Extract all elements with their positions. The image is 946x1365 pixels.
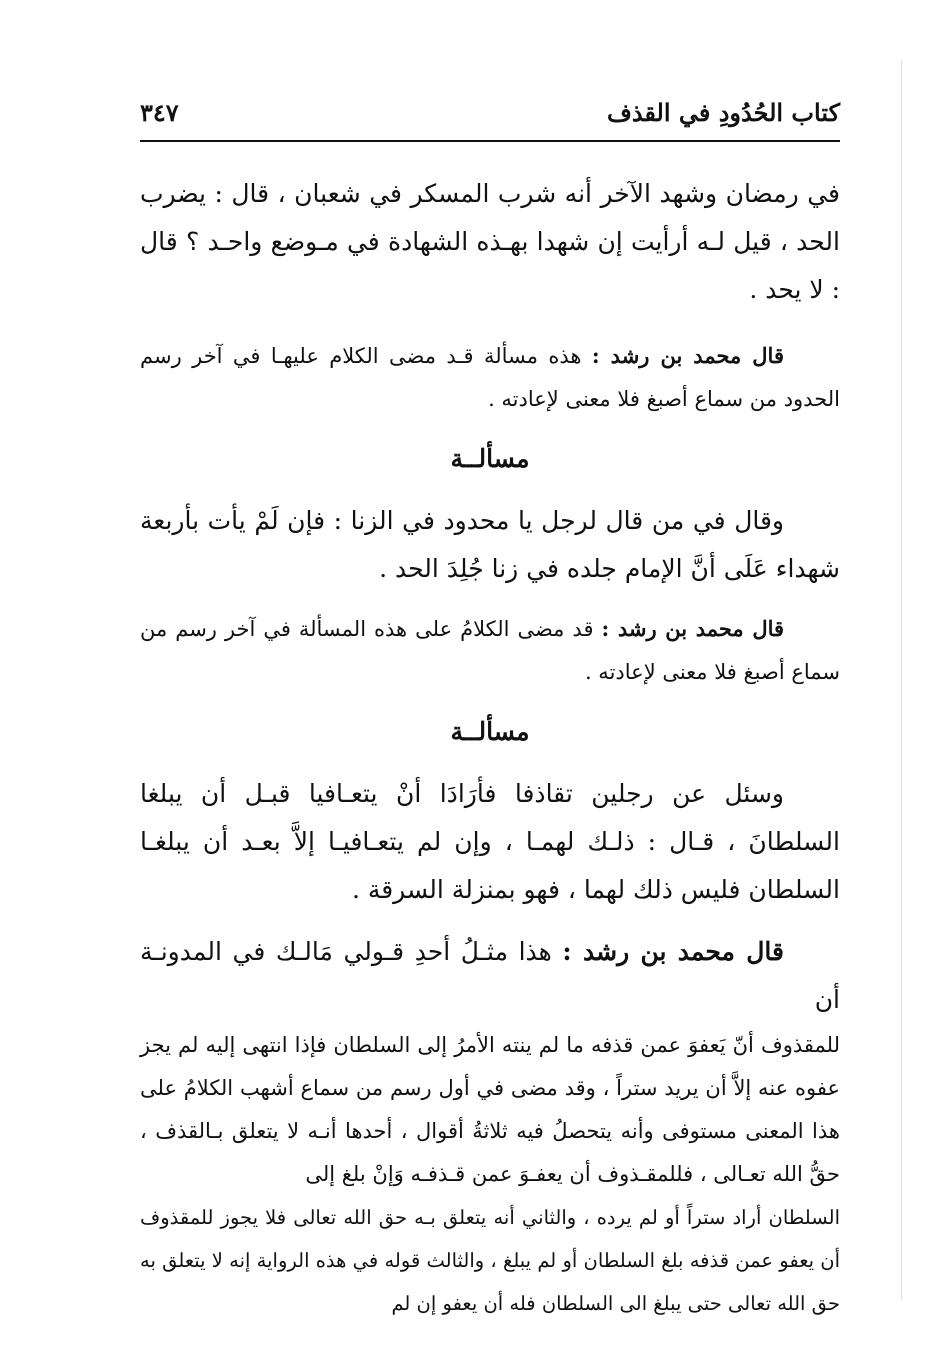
paragraph-3 <box>140 497 840 593</box>
page-number: ٣٤٧ <box>140 98 179 127</box>
section-heading: مسألــة <box>450 444 530 473</box>
paragraph-6-lead <box>140 928 840 1024</box>
question-text: وقال في من قال لرجل يا محدود في الزنا : فإن لَمْ يأت بأربعة شهداء عَلَى أنَّ الإمام جلده في زنا جُلِدَ الحد . <box>140 506 840 583</box>
page-header <box>140 94 840 142</box>
paragraph-1: في رمضان وشهد الآخر أنه شرب المسكر في شعبان ، قال : يضرب الحد ، قيل لـه أرأيت إن شهدا بهـذه الشهادة في مـوضع واحـد ؟ قال : لا يحد . <box>140 179 840 304</box>
paragraph-indent <box>784 344 840 368</box>
question-text: وسئل عن رجلين تقاذفا فأرَادَا أنْ يتعـافيا قبـل أن يبلغا السلطانَ ، قـال : ذلـك لهمـا ، وإن لم يتعـافيـا إلاَّ بعـد أن يبلغـا السلطان فليس ذلك لهما ، فهو بمنزلة السرقة . <box>140 779 840 904</box>
paragraph-indent <box>784 617 840 641</box>
page-edge-line <box>901 60 902 1300</box>
commentary-text: هذه مسألة قـد مضى الكلام عليهـا في آخر رسم الحدود من سماع أصبغ فلا معنى لإعادته . <box>140 344 840 411</box>
speaker-label: قال محمد بن رشد : <box>601 616 785 641</box>
page-body <box>140 170 840 1325</box>
section-heading: مسألــة <box>450 717 530 746</box>
speaker-label: قال محمد بن رشد : <box>591 343 784 368</box>
paragraph-5 <box>140 770 840 914</box>
speaker-label: قال محمد بن رشد : <box>562 937 784 966</box>
running-title: كتاب الحُدُودِ في القذف <box>606 98 840 127</box>
paragraph-4 <box>140 607 840 694</box>
paragraph-6-body: للمقذوف أنّ يَعفوَ عمن قذفه ما لم ينته الأمرُ إلى السلطان فإذا انتهى إليه لم يجز عفوه عنه إلاَّ أن يريد ستراً ، وقد مضى في أول رسم من سماع أشهب الكلامُ على هذا المعنى مستوفى وأنه يتحصلُ فيه ثلاثةُ أقوال ، أحدها أنـه لا يتعلق بـالقذف ، حقُّ الله تعـالى ، فللمقـذوف أن يعفـوَ عمن قـذفـه وَإنْ بلغ إلى <box>140 1033 840 1186</box>
paragraph-indent <box>784 779 840 808</box>
paragraph-indent <box>784 937 840 966</box>
paragraph-indent <box>784 506 840 535</box>
paragraph-7: السلطان أراد ستراً أو لم يرده ، والثاني أنه يتعلق بـه حق الله تعالى فلا يجوز للمقذوف أن يعفو عمن قذفه بلغ السلطان أو لم يبلغ ، والثالث قوله في هذه الرواية إنه لا يتعلق به حق الله تعالى حتى يبلغ الى السلطان فله أن يعفو إن لم <box>140 1206 840 1315</box>
paragraph-2 <box>140 334 840 421</box>
commentary-text: قد مضى الكلامُ على هذه المسألة في آخر رسم من سماع أصبغ فلا معنى لإعادته . <box>140 617 840 684</box>
commentary-text: هذا مثـلُ أحدِ قـولي مَالـك في المدونـة أن <box>140 937 840 1014</box>
